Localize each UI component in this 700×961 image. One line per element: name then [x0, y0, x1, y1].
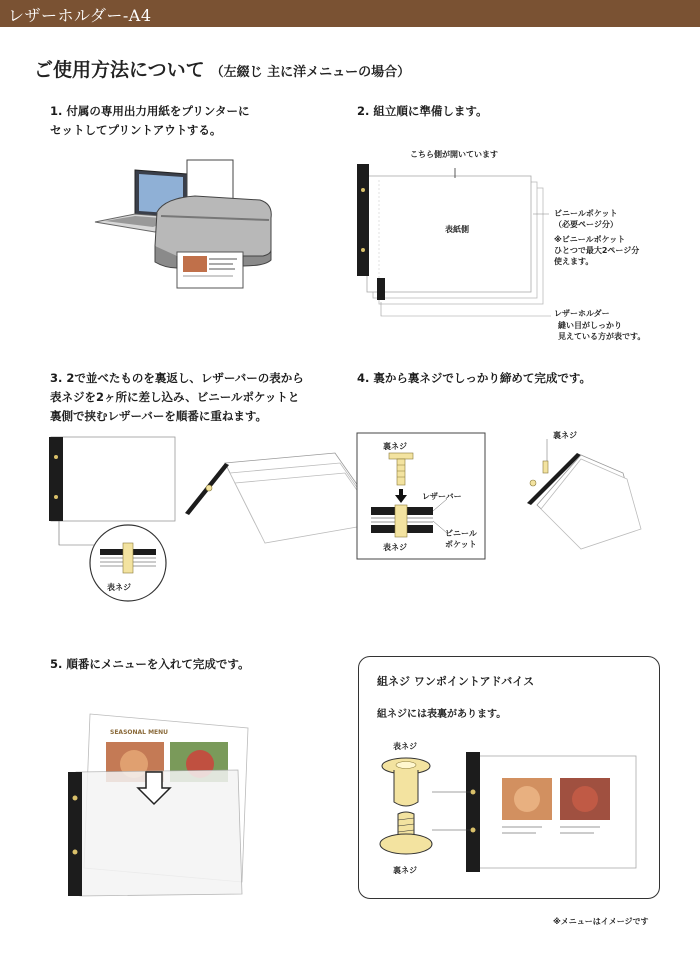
header-title: レザーホルダー-A4: [8, 6, 152, 25]
label-leather-bar: レザーバー: [422, 492, 462, 501]
footnote: ※メニューはイメージです: [553, 917, 649, 926]
assembly-diagram: [355, 160, 555, 325]
label-open-side: こちら側が開いています: [410, 150, 498, 159]
label-leather-holder: レザーホルダー: [554, 309, 610, 318]
label-front-screw-4: 表ネジ: [383, 543, 407, 552]
step-2-text: 2. 組立順に準備します。: [357, 104, 488, 118]
label-back-screw: 裏ネジ: [383, 442, 407, 451]
advice-title: 組ネジ ワンポイントアドバイス: [377, 675, 535, 688]
label-vinyl-note: ※ビニールポケット ひとつで最大2ページ分 使えます。: [554, 235, 640, 266]
page-subtitle: （左綴じ 主に洋メニューの場合）: [210, 65, 411, 80]
page-title: [34, 55, 410, 82]
menu-title-5: SEASONAL MENU: [110, 729, 169, 736]
menu-insert-diagram: [66, 712, 256, 898]
label-vinyl-pocket: ビニールポケット （必要ページ分）: [554, 209, 618, 229]
printer-illustration: [95, 160, 285, 290]
step-4-text: 4. 裏から裏ネジでしっかり締めて完成です。: [357, 371, 591, 385]
label-front-screw-3: 表ネジ: [107, 583, 131, 592]
label-back-screw-right: 裏ネジ: [553, 431, 577, 440]
step-3-text: 3. 2で並べたものを裏返し、レザーバーの表から 表ネジを2ヶ所に差し込み、ビニールポケットと 裏側で挟むレザーバーを順番に重ねます。: [50, 371, 304, 423]
step-5-text: 5. 順番にメニューを入れて完成です。: [50, 657, 250, 671]
label-holder-note: 縫い目がしっかり 見えている方が表です。: [558, 321, 646, 341]
front-screw-icon: [382, 758, 430, 806]
step-1-text: 1. 付属の専用出力用紙をプリンターに セットしてプリントアウトする。: [50, 104, 250, 137]
advice-illustration: [370, 752, 640, 872]
advice-front-screw-label: 表ネジ: [393, 742, 417, 751]
back-screw-icon: [380, 812, 432, 854]
advice-back-screw-label: 裏ネジ: [393, 866, 417, 875]
page-title-text: ご使用方法について: [34, 59, 205, 81]
advice-text: 組ネジには表裏があります。: [377, 709, 507, 720]
header-bar: [0, 0, 700, 27]
label-vinyl-pocket-4: ビニール ポケット: [445, 529, 477, 549]
label-cover-side: 表紙側: [445, 225, 469, 234]
